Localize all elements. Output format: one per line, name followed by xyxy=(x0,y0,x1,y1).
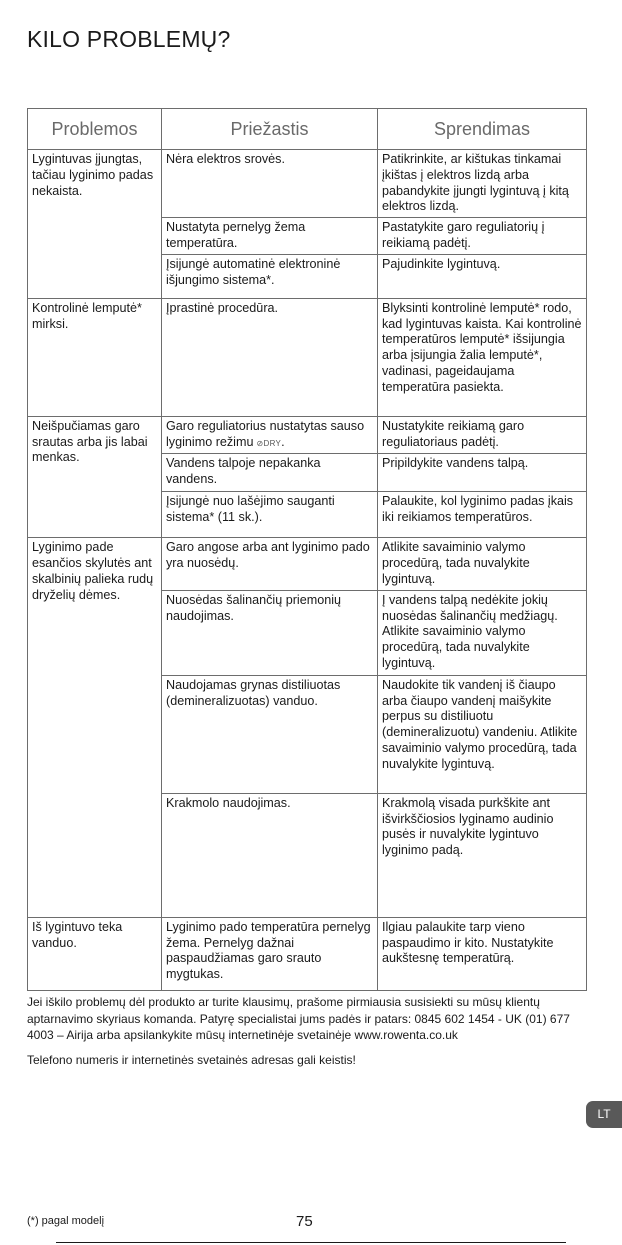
steam-off-icon: ⊘ xyxy=(256,438,264,448)
solution-cell: Atlikite savaiminio valymo procedūrą, tada nuvalykite lygintuvą. xyxy=(378,538,587,590)
contact-info xyxy=(27,994,587,1068)
cause-cell: Nėra elektros srovės. xyxy=(162,150,378,218)
cause-cell: Įprastinė procedūra. xyxy=(162,298,378,416)
contact-paragraph: Jei iškilo problemų dėl produkto ar turite klausimų, prašome pirmiausia susisiekti su mūsų klientų aptarnavimo skyriaus komanda. Patyrę specialistai jums padės ir patars: 0845 602 1454 - UK (01) 677 4003 – Airija arba apsilankykite mūsų internetinėje svetainėje www.rowenta.co.uk xyxy=(27,995,570,1042)
solution-cell: Į vandens talpą nedėkite jokių nuosėdas šalinančių medžiagų. Atlikite savaiminio valymo procedūrą, tada nuvalykite lygintuvą. xyxy=(378,590,587,675)
cause-cell: Įsijungė nuo lašėjimo sauganti sistema* (11 sk.). xyxy=(162,492,378,538)
solution-cell: Pajudinkite lygintuvą. xyxy=(378,254,587,298)
problem-cell: Lygintuvas įjungtas, tačiau lyginimo padas nekaista. xyxy=(28,150,162,299)
problem-cell: Iš lygintuvo teka vanduo. xyxy=(28,917,162,990)
table-row xyxy=(28,917,587,990)
solution-cell: Patikrinkite, ar kištukas tinkamai įkištas į elektros lizdą arba pabandykite įjungti lygintuvą į kitą elektros lizdą. xyxy=(378,150,587,218)
table-row xyxy=(28,416,587,454)
language-tab: LT xyxy=(586,1101,622,1128)
solution-cell: Blyksinti kontrolinė lemputė* rodo, kad lygintuvas kaista. Kai kontrolinė temperatūros lemputė* išsijungia arba įsijungia žalia lemputė*, vadinasi, pageidaujama temperatūra pasiekta. xyxy=(378,298,587,416)
solution-cell: Pastatykite garo reguliatorių į reikiamą padėtį. xyxy=(378,218,587,255)
cause-cell: Nustatyta pernelyg žema temperatūra. xyxy=(162,218,378,255)
bottom-divider xyxy=(56,1242,566,1243)
problem-cell: Neišpučiamas garo srautas arba jis labai menkas. xyxy=(28,416,162,538)
problem-cell: Kontrolinė lemputė* mirksi. xyxy=(28,298,162,416)
solution-cell: Pripildykite vandens talpą. xyxy=(378,454,587,492)
solution-cell: Ilgiau palaukite tarp vieno paspaudimo ir kito. Nustatykite aukštesnę temperatūrą. xyxy=(378,917,587,990)
page-number: 75 xyxy=(296,1213,313,1230)
cause-text: Garo reguliatorius nustatytas sauso lyginimo režimu xyxy=(166,418,365,449)
cause-end: . xyxy=(281,434,285,449)
cause-cell: Nuosėdas šalinančių priemonių naudojimas. xyxy=(162,590,378,675)
page-title: KILO PROBLEMŲ? xyxy=(27,26,231,52)
table-row xyxy=(28,538,587,590)
table-row xyxy=(28,298,587,416)
solution-cell: Krakmolą visada purkškite ant išvirkščiosios lyginamo audinio pusės ir nuvalykite lygintuvo lyginimo padą. xyxy=(378,793,587,917)
cause-cell: Vandens talpoje nepakanka vandens. xyxy=(162,454,378,492)
dry-label: DRY xyxy=(263,438,282,448)
table-header-row xyxy=(28,109,587,150)
header-solution: Sprendimas xyxy=(378,109,587,150)
solution-cell: Naudokite tik vandenį iš čiaupo arba čiaupo vandenį maišykite perpus su distiliuotu (demineralizuotu) vandeniu. Atlikite savaiminio valymo procedūrą, tada nuvalykite lygintuvą. xyxy=(378,675,587,793)
troubleshooting-table xyxy=(27,108,587,991)
cause-cell: Krakmolo naudojimas. xyxy=(162,793,378,917)
solution-cell: Nustatykite reikiamą garo reguliatoriaus padėtį. xyxy=(378,416,587,454)
header-cause: Priežastis xyxy=(162,109,378,150)
solution-cell: Palaukite, kol lyginimo padas įkais iki reikiamos temperatūros. xyxy=(378,492,587,538)
cause-cell: Įsijungė automatinė elektroninė išjungimo sistema*. xyxy=(162,254,378,298)
model-footnote: (*) pagal modelį xyxy=(27,1215,105,1227)
cause-cell: Naudojamas grynas distiliuotas (demineralizuotas) vanduo. xyxy=(162,675,378,793)
cause-cell: Garo angose arba ant lyginimo pado yra nuosėdų. xyxy=(162,538,378,590)
change-notice: Telefono numeris ir internetinės svetainės adresas gali keistis! xyxy=(27,1052,356,1067)
cause-cell xyxy=(162,416,378,454)
header-problems: Problemos xyxy=(28,109,162,150)
table-row xyxy=(28,150,587,218)
cause-cell: Lyginimo pado temperatūra pernelyg žema. Pernelyg dažnai paspaudžiamas garo srauto mygtukas. xyxy=(162,917,378,990)
dry-mode-symbol xyxy=(256,439,281,448)
problem-cell: Lyginimo pade esančios skylutės ant skalbinių palieka rudų dryželių dėmes. xyxy=(28,538,162,917)
